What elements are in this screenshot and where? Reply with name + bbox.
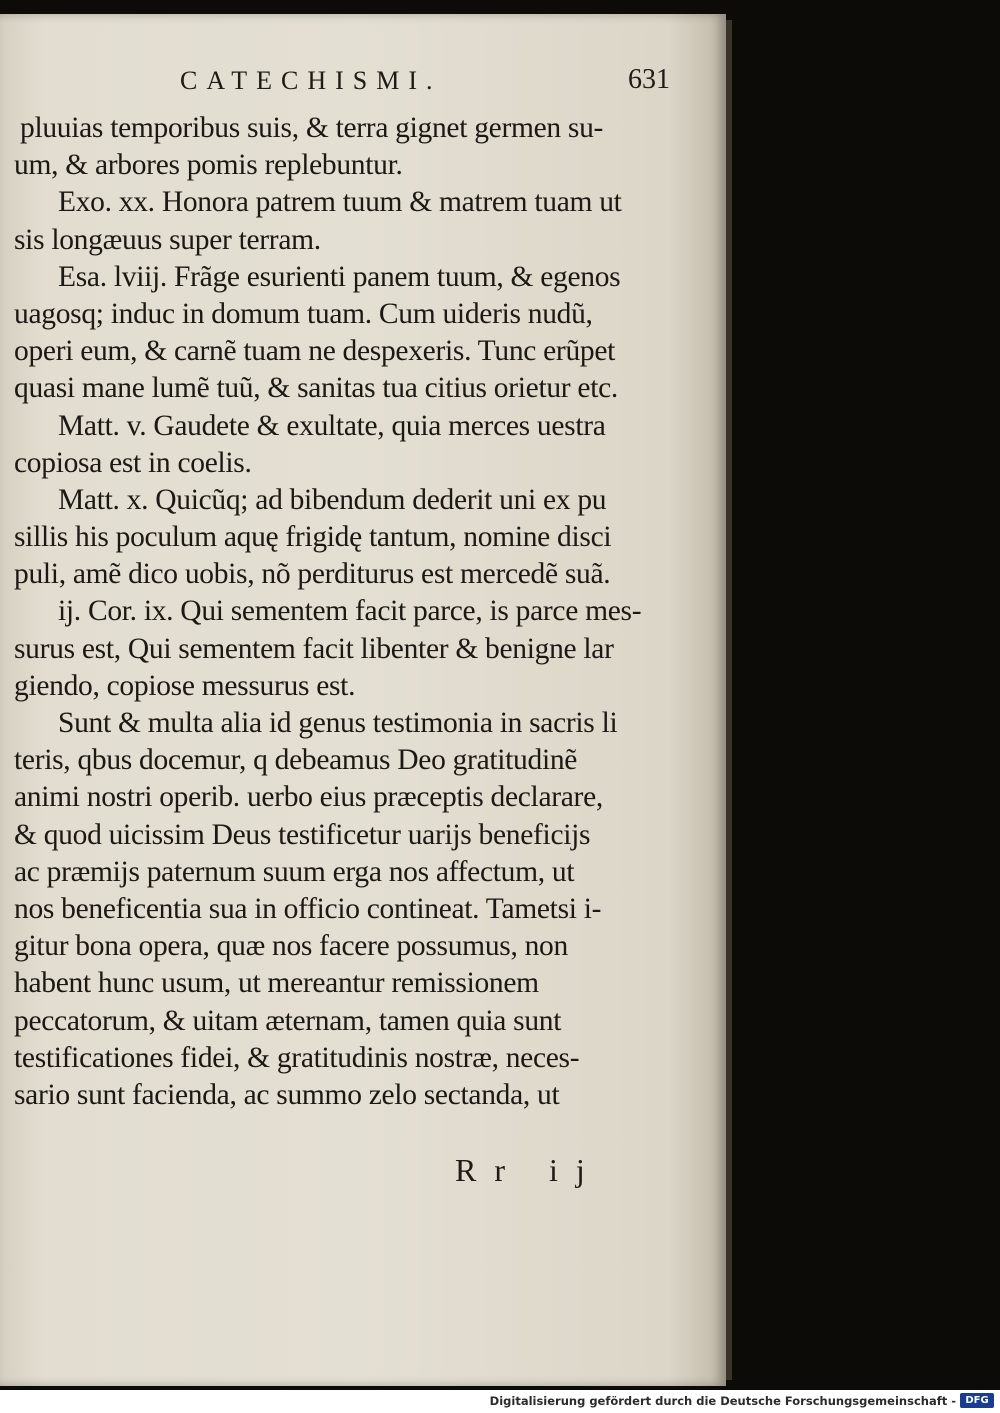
text-line: ac præmijs paternum suum erga nos affectum, ut (14, 855, 575, 888)
text-line: Sunt & multa alia id genus testimonia in sacris li (58, 707, 618, 739)
text-line: peccatorum, & uitam æternam, tamen quia sunt (14, 1004, 562, 1037)
body-text (14, 110, 704, 1114)
funding-credit: Digitalisierung gefördert durch die Deutsche Forschungsgemeinschaft - (489, 1394, 956, 1408)
text-line: copiosa est in coelis. (14, 446, 252, 479)
text-line: animi nostri operib. uerbo eius præceptis declarare, (14, 781, 603, 814)
text-line: testificationes fidei, & gratitudinis nostræ, neces- (14, 1041, 580, 1074)
text-line: nos beneficentia sua in officio contineat. Tametsi i- (14, 892, 602, 925)
text-line: Matt. x. Quicũq; ad bibendum dederit uni ex pu (58, 483, 607, 516)
text-line: sis longæuus super terram. (14, 223, 321, 256)
text-line: operi eum, & carnẽ tuam ne despexeris. Tunc erũpet (14, 335, 616, 368)
text-line: Matt. v. Gaudete & exultate, quia merces uestra (58, 409, 606, 442)
text-line: ij. Cor. ix. Qui sementem facit parce, is parce mes- (58, 595, 642, 628)
text-line: teris, qbus docemur, q debeamus Deo gratitudinẽ (14, 744, 578, 777)
text-line: surus est, Qui sementem facit libenter & benigne lar (14, 632, 614, 665)
signature-mark: Rr ij (455, 1152, 603, 1188)
text-line: Esa. lviij. Frãge esurienti panem tuum, & egenos (58, 260, 621, 293)
text-line: gitur bona opera, quæ nos facere possumus, non (14, 930, 568, 963)
dfg-logo[interactable]: DFG (960, 1393, 994, 1408)
text-line: sillis his poculum aquę frigidę tantum, nomine disci (14, 521, 612, 554)
text-line: giendo, copiose messurus est. (14, 669, 356, 702)
page-number: 631 (628, 64, 670, 95)
footer-bar (0, 1390, 1000, 1413)
text-line: pluuias temporibus suis, & terra gignet germen su- (20, 112, 604, 144)
running-head: CATECHISMI. (180, 66, 442, 95)
page-edge (726, 20, 732, 1380)
text-line: quasi mane lumẽ tuũ, & sanitas tua citius orietur etc. (14, 372, 618, 405)
text-line: & quod uicissim Deus testificetur uarijs beneficijs (14, 818, 591, 851)
book-page (0, 14, 726, 1386)
text-line: um, & arbores pomis replebuntur. (14, 149, 403, 182)
text-line: habent hunc usum, ut mereantur remissionem (14, 967, 539, 1000)
text-line: Exo. xx. Honora patrem tuum & matrem tuam ut (58, 186, 622, 219)
text-line: uagosq; induc in domum tuam. Cum uideris nudũ, (14, 297, 593, 330)
text-line: sario sunt facienda, ac summo zelo sectanda, ut (14, 1078, 560, 1111)
text-line: puli, amẽ dico uobis, nõ perditurus est mercedẽ suã. (14, 558, 611, 591)
